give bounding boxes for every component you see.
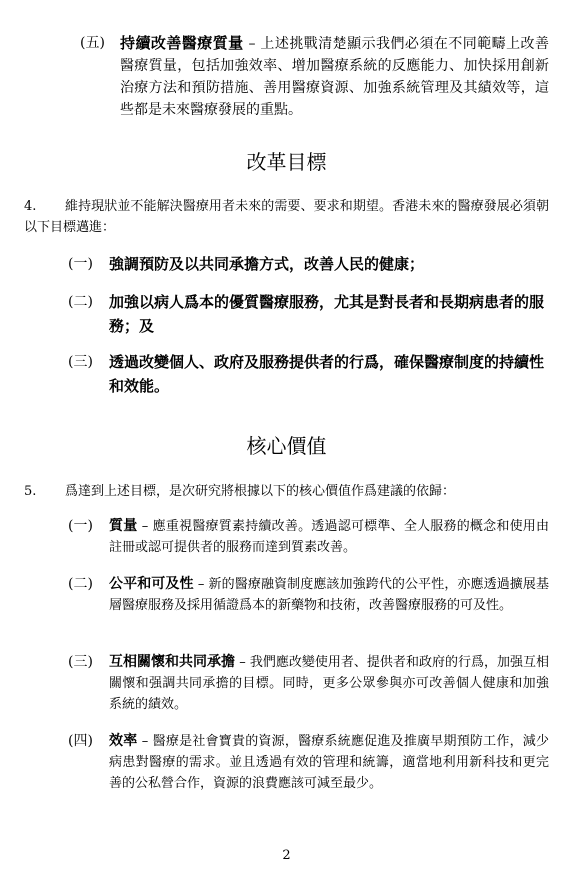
intro-item xyxy=(80,32,549,121)
paragraph-4-number: 4. xyxy=(24,199,37,214)
value-item-3-title: 互相關懷和共同承擔 xyxy=(109,654,236,670)
intro-item-body: – 上述挑戰清楚顯示我們必須在不同範疇上改善醫療質量，包括加強效率、增加醫療系統的反應能力、加快採用創新治療方法和預防措施、善用醫療資源、加強系統管理及其績效等，這些都是未來醫療發展的重點。 xyxy=(120,36,549,118)
value-item-3-text xyxy=(109,652,549,715)
paragraph-5-number: 5. xyxy=(24,484,37,499)
value-item-1-title: 質量 xyxy=(109,518,138,534)
intro-item-title: 持續改善醫療質量 xyxy=(120,34,244,52)
goal-item-1-marker: (一) xyxy=(68,256,93,272)
value-item-4-marker: (四) xyxy=(68,733,93,749)
value-item-2-text xyxy=(109,574,549,616)
goal-item-3 xyxy=(68,350,549,398)
value-item-2-marker: (二) xyxy=(68,576,93,592)
paragraph-5 xyxy=(24,481,549,502)
value-item-3-marker: (三) xyxy=(68,654,93,670)
value-item-1 xyxy=(68,516,549,558)
value-item-2-body: – 新的醫療融資制度應該加強跨代的公平性，亦應透過擴展基層醫療服務及採用循證爲本的新藥物和技術，改善醫療服務的可及性。 xyxy=(109,577,550,613)
goal-item-3-marker: (三) xyxy=(68,354,93,370)
value-item-3 xyxy=(68,652,549,715)
value-item-1-body: – 應重視醫療質素持續改善。透過認可標準、全人服務的概念和使用由註冊或認可提供者的服務而達到質素改善。 xyxy=(109,519,550,555)
intro-item-text xyxy=(120,32,549,121)
goal-item-2-text: 加強以病人爲本的優質醫療服務，尤其是對長者和長期病患者的服務；及 xyxy=(109,293,545,335)
page-number: 2 xyxy=(282,848,291,863)
goal-item-2 xyxy=(68,290,549,338)
intro-item-marker: (五) xyxy=(80,35,105,51)
value-item-2 xyxy=(68,574,549,616)
goal-item-2-marker: (二) xyxy=(68,294,93,310)
paragraph-4 xyxy=(24,196,549,238)
goal-item-1-text: 強調預防及以共同承擔方式，改善人民的健康； xyxy=(109,255,425,273)
value-item-4 xyxy=(68,731,549,794)
paragraph-4-text: 維持現狀並不能解決醫療用者未來的需要、要求和期望。香港未來的醫療發展必須朝以下目標邁進： xyxy=(24,199,549,235)
section-heading-values: 核心價值 xyxy=(246,434,327,458)
value-item-3-body: – 我們應改變使用者、提供者和政府的行爲，加强互相關懷和强調共同承擔的目標。同時，更多公眾參與亦可改善個人健康和加強系統的績效。 xyxy=(109,655,550,712)
paragraph-5-text: 爲達到上述目標，是次研究將根據以下的核心價值作爲建議的依歸： xyxy=(65,484,456,499)
goal-item-3-text: 透過改變個人、政府及服務提供者的行爲，確保醫療制度的持續性和效能。 xyxy=(109,353,545,395)
value-item-4-title: 效率 xyxy=(109,733,138,749)
goal-item-1 xyxy=(68,252,549,276)
value-item-2-title: 公平和可及性 xyxy=(109,576,194,592)
value-item-1-text xyxy=(109,516,549,558)
section-heading-goals: 改革目標 xyxy=(246,150,327,174)
value-item-4-body: – 醫療是社會寶貴的資源，醫療系統應促進及推廣早期預防工作，減少病患對醫療的需求。並且透過有效的管理和統籌，適當地利用新科技和更完善的公私營合作，資源的浪費應該可減至最少。 xyxy=(109,734,550,791)
value-item-1-marker: (一) xyxy=(68,518,93,534)
value-item-4-text xyxy=(109,731,549,794)
